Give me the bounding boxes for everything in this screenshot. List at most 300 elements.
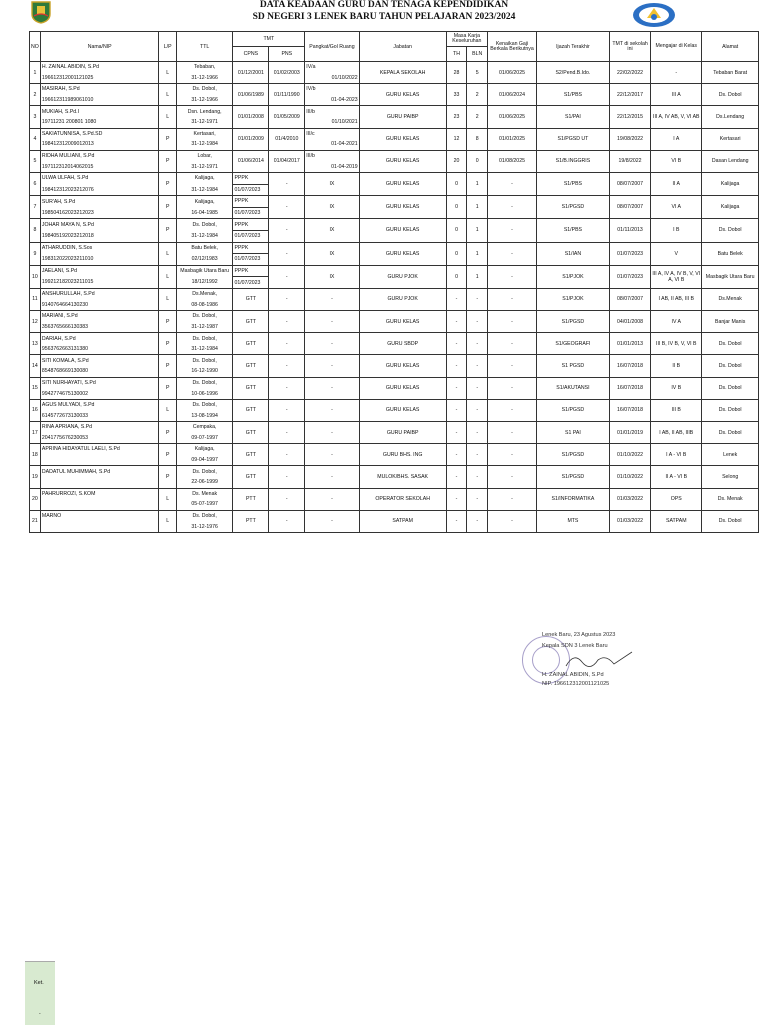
cell-nama: APRINA HIDAYATUL LAELI, S.Pd bbox=[40, 444, 159, 455]
cell-kelas: IV B bbox=[651, 377, 702, 399]
cell-ttl-date: 16-12-1990 bbox=[176, 366, 233, 377]
cell-bln: 5 bbox=[467, 62, 488, 84]
cell-kgb: - bbox=[488, 288, 537, 310]
cell-lp: P bbox=[159, 128, 176, 150]
cell-no: 6 bbox=[30, 172, 41, 195]
cell-gol-tmt: 01-04-2019 bbox=[305, 161, 359, 172]
cell-kgb: - bbox=[488, 355, 537, 377]
cell-ijazah: S1/PBS bbox=[536, 219, 609, 242]
cell-lp: P bbox=[159, 444, 176, 466]
cell-cpns: 01/01/2008 bbox=[233, 106, 269, 128]
cell-tmt-sekolah: 19/8/2022 bbox=[609, 150, 650, 172]
cell-tmt-sekolah: 22/12/2015 bbox=[609, 106, 650, 128]
cell-kelas: I A bbox=[651, 128, 702, 150]
cell-tmt-sekolah: 01/07/2023 bbox=[609, 242, 650, 265]
cell-jabatan: OPERATOR SEKOLAH bbox=[359, 488, 446, 510]
cell-jabatan: GURU BHS. ING bbox=[359, 444, 446, 466]
signature-scrawl-icon bbox=[564, 650, 634, 670]
cell-nama: SITI NURHAYATI, S.Pd bbox=[40, 377, 159, 388]
col-pangkat: Pangkat/Gol Ruang bbox=[305, 32, 359, 62]
cell-ttl-date: 31-12-1966 bbox=[176, 73, 233, 84]
cell-cpns: 01/01/2009 bbox=[233, 128, 269, 150]
cell-gol: IX bbox=[305, 242, 359, 265]
signature-nip: NIP. 196612312001121025 bbox=[542, 681, 610, 687]
cell-no: 11 bbox=[30, 288, 41, 310]
cell-nama: DADATUL MUHIMMAH, S.Pd bbox=[40, 466, 159, 477]
cell-ijazah: S1/PGSD bbox=[536, 466, 609, 488]
cell-gol: - bbox=[305, 422, 359, 444]
cell-jabatan: GURU KELAS bbox=[359, 219, 446, 242]
table-row bbox=[30, 172, 759, 184]
table-row bbox=[30, 377, 759, 388]
cell-jabatan: GURU KELAS bbox=[359, 84, 446, 106]
cell-pns: - bbox=[269, 488, 305, 510]
cell-gol: - bbox=[305, 510, 359, 532]
cell-nip bbox=[40, 499, 159, 510]
cell-ijazah: S1/PBS bbox=[536, 84, 609, 106]
cell-kelas: II B bbox=[651, 355, 702, 377]
cell-nip: 6145772673130033 bbox=[40, 410, 159, 421]
cell-cpns: PTT bbox=[233, 488, 269, 510]
cell-lp: P bbox=[159, 311, 176, 333]
cell-tmt-sekolah: 08/07/2007 bbox=[609, 288, 650, 310]
cell-kgb: - bbox=[488, 219, 537, 242]
cell-ttl-place: Kalijaga, bbox=[176, 196, 233, 208]
cell-alamat: Kalijaga bbox=[702, 196, 759, 219]
table-row bbox=[30, 444, 759, 455]
cell-no: 10 bbox=[30, 265, 41, 288]
cell-no: 1 bbox=[30, 62, 41, 84]
table-row bbox=[30, 422, 759, 433]
cell-pns: 01/4/2010 bbox=[269, 128, 305, 150]
cell-pns: - bbox=[269, 399, 305, 421]
cell-kelas: VI A bbox=[651, 196, 702, 219]
cell-ttl-place: Ds. Dobol, bbox=[176, 355, 233, 366]
ket-label: Ket. bbox=[34, 980, 44, 986]
cell-no: 17 bbox=[30, 422, 41, 444]
cell-gol: IX bbox=[305, 219, 359, 242]
cell-pns: - bbox=[269, 219, 305, 242]
cell-ijazah: MTS bbox=[536, 510, 609, 532]
cell-gol: - bbox=[305, 333, 359, 355]
table-row bbox=[30, 84, 759, 95]
col-tmt: TMT bbox=[233, 32, 305, 47]
cell-nama: DARIAH, S.Pd bbox=[40, 333, 159, 344]
cell-ijazah: S1/GEOGRAFI bbox=[536, 333, 609, 355]
cell-gol-tmt: 01-04-2021 bbox=[305, 139, 359, 150]
cell-nip: 196612312001121025 bbox=[40, 73, 159, 84]
cell-tmt-sekolah: 01/03/2022 bbox=[609, 488, 650, 510]
cell-th: 23 bbox=[446, 106, 467, 128]
cell-ttl-place: Ds. Dobol, bbox=[176, 219, 233, 231]
cell-nama: H. ZAINAL ABIDIN, S.Pd bbox=[40, 62, 159, 73]
cell-cpns-date: 01/07/2023 bbox=[233, 277, 269, 289]
cell-no: 20 bbox=[30, 488, 41, 510]
cell-ijazah: S1 PAI bbox=[536, 422, 609, 444]
cell-ttl-date: 31-12-1966 bbox=[176, 95, 233, 106]
cell-gol: - bbox=[305, 288, 359, 310]
cell-cpns-date: 01/07/2023 bbox=[233, 184, 269, 196]
cell-no: 14 bbox=[30, 355, 41, 377]
cell-nip: 8548768669130080 bbox=[40, 366, 159, 377]
cell-tmt-sekolah: 16/07/2018 bbox=[609, 399, 650, 421]
cell-ttl-date: 08-08-1986 bbox=[176, 299, 233, 310]
cell-ttl-date: 10-06-1996 bbox=[176, 388, 233, 399]
cell-ttl-place: Ds. Dobol, bbox=[176, 377, 233, 388]
cell-lp: L bbox=[159, 106, 176, 128]
cell-gol: - bbox=[305, 488, 359, 510]
cell-lp: L bbox=[159, 84, 176, 106]
cell-ttl-date: 31-12-1971 bbox=[176, 117, 233, 128]
table-row bbox=[30, 128, 759, 139]
cell-kgb: 01/06/2025 bbox=[488, 106, 537, 128]
cell-gol: III/c bbox=[305, 128, 359, 139]
col-ttl: TTL bbox=[176, 32, 233, 62]
cell-ttl-place: Tebaban, bbox=[176, 62, 233, 73]
cell-no: 12 bbox=[30, 311, 41, 333]
cell-nama: AGUS MULYADI, S.Pd bbox=[40, 399, 159, 410]
cell-nip: 198412312023212076 bbox=[40, 184, 159, 196]
cell-no: 19 bbox=[30, 466, 41, 488]
cell-nip: 198504162023212023 bbox=[40, 207, 159, 219]
cell-ttl-date: 31-12-1984 bbox=[176, 139, 233, 150]
cell-lp: L bbox=[159, 288, 176, 310]
cell-kgb: - bbox=[488, 333, 537, 355]
cell-tmt-sekolah: 19/08/2022 bbox=[609, 128, 650, 150]
cell-no: 2 bbox=[30, 84, 41, 106]
cell-th: - bbox=[446, 488, 467, 510]
cell-ttl-date: 31-12-1976 bbox=[176, 521, 233, 532]
cell-th: - bbox=[446, 288, 467, 310]
cell-tmt-sekolah: 01/01/2019 bbox=[609, 422, 650, 444]
cell-cpns: PPPK bbox=[233, 242, 269, 254]
cell-lp: L bbox=[159, 399, 176, 421]
cell-nip: 3563765666130383 bbox=[40, 322, 159, 333]
ket-box bbox=[25, 961, 55, 1025]
cell-kgb: - bbox=[488, 265, 537, 288]
cell-lp: P bbox=[159, 355, 176, 377]
cell-bln: 2 bbox=[467, 84, 488, 106]
cell-gol: IX bbox=[305, 172, 359, 195]
cell-ijazah: S1/PJOK bbox=[536, 288, 609, 310]
cell-kelas: II A - VI B bbox=[651, 466, 702, 488]
cell-alamat: Lenek bbox=[702, 444, 759, 466]
col-pns: PNS bbox=[269, 47, 305, 62]
cell-ttl-place: Ds. Dobol, bbox=[176, 333, 233, 344]
cell-gol: - bbox=[305, 355, 359, 377]
cell-kgb: - bbox=[488, 242, 537, 265]
col-th: TH bbox=[446, 47, 467, 62]
cell-gol: III/b bbox=[305, 106, 359, 117]
cell-nip: 2041775676230053 bbox=[40, 433, 159, 444]
cell-gol: IV/b bbox=[305, 84, 359, 95]
cell-ttl-place: Ds. Dobol, bbox=[176, 466, 233, 477]
cell-pns: 01/05/2009 bbox=[269, 106, 305, 128]
cell-kgb: - bbox=[488, 399, 537, 421]
cell-th: - bbox=[446, 377, 467, 399]
cell-nip bbox=[40, 455, 159, 466]
cell-alamat: Ds. Dobol bbox=[702, 333, 759, 355]
cell-gol: - bbox=[305, 377, 359, 399]
cell-bln: 1 bbox=[467, 242, 488, 265]
cell-nama: SITI KOMALA, S.Pd bbox=[40, 355, 159, 366]
cell-tmt-sekolah: 04/01/2008 bbox=[609, 311, 650, 333]
cell-pns: - bbox=[269, 242, 305, 265]
cell-tmt-sekolah: 22/12/2017 bbox=[609, 84, 650, 106]
col-bln: BLN bbox=[467, 47, 488, 62]
cell-kgb: - bbox=[488, 196, 537, 219]
cell-ijazah: S2/Pend.B.Ido. bbox=[536, 62, 609, 84]
cell-bln: 1 bbox=[467, 265, 488, 288]
cell-kgb: 01/01/2025 bbox=[488, 128, 537, 150]
cell-pns: - bbox=[269, 288, 305, 310]
cell-nip: 19711231 200801 1080 bbox=[40, 117, 159, 128]
document-title: DATA KEADAAN GURU DAN TENAGA KEPENDIDIKAN bbox=[259, 0, 509, 10]
cell-ttl-place: Kalijaga, bbox=[176, 444, 233, 455]
cell-ijazah: S1/PGSD UT bbox=[536, 128, 609, 150]
cell-jabatan: GURU KELAS bbox=[359, 196, 446, 219]
cell-no: 4 bbox=[30, 128, 41, 150]
cell-alamat: Ds. Dobol bbox=[702, 422, 759, 444]
cell-tmt-sekolah: 16/07/2018 bbox=[609, 355, 650, 377]
cell-nip: 198412312009012013 bbox=[40, 139, 159, 150]
cell-ttl-date: 18/12/1992 bbox=[176, 277, 233, 289]
cell-lp: P bbox=[159, 422, 176, 444]
col-nama: Nama/NIP bbox=[40, 32, 159, 62]
cell-gol-tmt: 01/10/2022 bbox=[305, 73, 359, 84]
cell-alamat: Ds. Dobol bbox=[702, 510, 759, 532]
cell-alamat: Ds. Dobol bbox=[702, 355, 759, 377]
cell-cpns-date: 01/07/2023 bbox=[233, 254, 269, 266]
cell-th: 0 bbox=[446, 265, 467, 288]
cell-gol-tmt: 01-04-2023 bbox=[305, 95, 359, 106]
cell-cpns: PPPK bbox=[233, 172, 269, 184]
table-row bbox=[30, 219, 759, 231]
cell-pns: - bbox=[269, 466, 305, 488]
cell-alamat: Banjar Manis bbox=[702, 311, 759, 333]
cell-no: 21 bbox=[30, 510, 41, 532]
col-cpns: CPNS bbox=[233, 47, 269, 62]
cell-pns: - bbox=[269, 510, 305, 532]
cell-cpns: GTT bbox=[233, 466, 269, 488]
cell-tmt-sekolah: 01/11/2013 bbox=[609, 219, 650, 242]
cell-ijazah: S1/B.INGGRIS bbox=[536, 150, 609, 172]
cell-jabatan: GURU KELAS bbox=[359, 311, 446, 333]
document-subtitle: SD NEGERI 3 LENEK BARU TAHUN PELAJARAN 2023/2024 bbox=[252, 12, 516, 22]
cell-kgb: - bbox=[488, 466, 537, 488]
cell-cpns: 01/12/2001 bbox=[233, 62, 269, 84]
cell-kelas: I AB, II AB, III B bbox=[651, 288, 702, 310]
cell-lp: P bbox=[159, 466, 176, 488]
table-row bbox=[30, 510, 759, 521]
cell-ijazah: S1/PGSD bbox=[536, 311, 609, 333]
cell-ijazah: S1/PBS bbox=[536, 172, 609, 195]
cell-nip: 198312022023211010 bbox=[40, 254, 159, 266]
cell-bln: 1 bbox=[467, 196, 488, 219]
cell-gol: IV/a bbox=[305, 62, 359, 73]
cell-kelas: V bbox=[651, 242, 702, 265]
cell-pns: - bbox=[269, 265, 305, 288]
cell-th: 33 bbox=[446, 84, 467, 106]
cell-ijazah: S1/IAN bbox=[536, 242, 609, 265]
cell-cpns: GTT bbox=[233, 333, 269, 355]
cell-alamat: Ds. Menak bbox=[702, 488, 759, 510]
cell-th: 28 bbox=[446, 62, 467, 84]
cell-ttl-date: 31-12-1971 bbox=[176, 161, 233, 172]
col-masa: Masa Karja Keseluruhan bbox=[446, 32, 487, 47]
cell-alamat: Tebaban Barat bbox=[702, 62, 759, 84]
col-ijazah: Ijazah Terakhir bbox=[536, 32, 609, 62]
cell-kelas: VI B bbox=[651, 150, 702, 172]
cell-lp: L bbox=[159, 242, 176, 265]
cell-lp: L bbox=[159, 510, 176, 532]
cell-ijazah: S1 PGSD bbox=[536, 355, 609, 377]
cell-ijazah: S1/PJOK bbox=[536, 265, 609, 288]
cell-jabatan: GURU PAIBP bbox=[359, 106, 446, 128]
cell-nip: 196612311989061010 bbox=[40, 95, 159, 106]
table-row bbox=[30, 333, 759, 344]
cell-kelas: - bbox=[651, 62, 702, 84]
cell-kgb: 01/08/2025 bbox=[488, 150, 537, 172]
table-row bbox=[30, 62, 759, 73]
cell-kelas: III B, IV B, V, VI B bbox=[651, 333, 702, 355]
cell-nama: ATHARUDDIN, S.Sos bbox=[40, 242, 159, 254]
cell-kgb: - bbox=[488, 172, 537, 195]
cell-nip: 197112312014062015 bbox=[40, 161, 159, 172]
cell-alamat: Masbagik Utara Baru bbox=[702, 265, 759, 288]
cell-alamat: Selong bbox=[702, 466, 759, 488]
col-mengajar: Mengajar di Kelas bbox=[651, 32, 702, 62]
cell-ttl-date: 02/12/1983 bbox=[176, 254, 233, 266]
cell-cpns: PPPK bbox=[233, 219, 269, 231]
cell-nip: 9140764664130230 bbox=[40, 299, 159, 310]
table-row bbox=[30, 311, 759, 322]
cell-jabatan: GURU KELAS bbox=[359, 242, 446, 265]
cell-cpns: PPPK bbox=[233, 196, 269, 208]
cell-kelas: I AB, II AB, IIIB bbox=[651, 422, 702, 444]
cell-ttl-place: Batu Belek, bbox=[176, 242, 233, 254]
table-header bbox=[30, 32, 759, 62]
cell-ijazah: S1/PGSD bbox=[536, 444, 609, 466]
cell-ijazah: S1/AKUTANSI bbox=[536, 377, 609, 399]
cell-ttl-place: Ds. Dobol, bbox=[176, 84, 233, 95]
cell-pns: - bbox=[269, 172, 305, 195]
cell-kgb: - bbox=[488, 422, 537, 444]
cell-no: 18 bbox=[30, 444, 41, 466]
cell-tmt-sekolah: 01/03/2022 bbox=[609, 510, 650, 532]
cell-th: 0 bbox=[446, 196, 467, 219]
cell-tmt-sekolah: 01/07/2023 bbox=[609, 265, 650, 288]
cell-th: - bbox=[446, 311, 467, 333]
cell-ttl-place: Kalijaga, bbox=[176, 172, 233, 184]
cell-nip: 198405192023212018 bbox=[40, 230, 159, 242]
cell-gol: IX bbox=[305, 265, 359, 288]
cell-kelas: I B bbox=[651, 219, 702, 242]
cell-ttl-place: Masbagik Utara Baru bbox=[176, 265, 233, 277]
cell-pns: - bbox=[269, 355, 305, 377]
cell-kelas: OPS bbox=[651, 488, 702, 510]
cell-pns: 01/11/1990 bbox=[269, 84, 305, 106]
cell-pns: - bbox=[269, 333, 305, 355]
col-alamat: Alamat bbox=[702, 32, 759, 62]
signature-block bbox=[520, 630, 660, 696]
cell-bln: - bbox=[467, 488, 488, 510]
cell-cpns: GTT bbox=[233, 399, 269, 421]
cell-cpns: GTT bbox=[233, 444, 269, 466]
cell-gol: - bbox=[305, 399, 359, 421]
cell-nama: RINA APRIANA, S.Pd bbox=[40, 422, 159, 433]
table-row bbox=[30, 399, 759, 410]
cell-kgb: - bbox=[488, 510, 537, 532]
cell-ttl-place: Kertasari, bbox=[176, 128, 233, 139]
signature-place-date: Lenek Baru, 23 Agustus 2023 bbox=[542, 632, 616, 638]
cell-kelas: IV A bbox=[651, 311, 702, 333]
cell-pns: - bbox=[269, 422, 305, 444]
cell-kelas: III A, IV A, IV B, V, VI A, VI B bbox=[651, 265, 702, 288]
cell-kelas: III B bbox=[651, 399, 702, 421]
cell-gol: - bbox=[305, 444, 359, 466]
cell-pns: - bbox=[269, 311, 305, 333]
cell-alamat: Ds.Menak bbox=[702, 288, 759, 310]
cell-nip: 199212182023211015 bbox=[40, 277, 159, 289]
cell-ttl-place: Cempaka, bbox=[176, 422, 233, 433]
signature-role: Kepala SDN 3 Lenek Baru bbox=[542, 643, 608, 649]
cell-lp: L bbox=[159, 265, 176, 288]
cell-no: 8 bbox=[30, 219, 41, 242]
cell-nama: RIDHA MULIANI, S.Pd bbox=[40, 150, 159, 161]
cell-bln: - bbox=[467, 355, 488, 377]
cell-nip bbox=[40, 521, 159, 532]
cell-gol: - bbox=[305, 311, 359, 333]
cell-bln: - bbox=[467, 422, 488, 444]
cell-kelas: III A bbox=[651, 84, 702, 106]
cell-kgb: - bbox=[488, 444, 537, 466]
cell-th: - bbox=[446, 355, 467, 377]
cell-no: 3 bbox=[30, 106, 41, 128]
cell-gol: III/b bbox=[305, 150, 359, 161]
cell-nip: 9942774675130002 bbox=[40, 388, 159, 399]
cell-tmt-sekolah: 01/10/2022 bbox=[609, 444, 650, 466]
cell-ijazah: S1/PAI bbox=[536, 106, 609, 128]
cell-lp: P bbox=[159, 150, 176, 172]
cell-nama: JOHAR MAYA N, S.Pd bbox=[40, 219, 159, 231]
col-tmt-sekolah: TMT di sekolah ini bbox=[609, 32, 650, 62]
table-row bbox=[30, 466, 759, 477]
cell-jabatan: GURU KELAS bbox=[359, 399, 446, 421]
cell-nama: SUR'AH, S.Pd bbox=[40, 196, 159, 208]
cell-jabatan: KEPALA SEKOLAH bbox=[359, 62, 446, 84]
cell-pns: 01/04/2017 bbox=[269, 150, 305, 172]
col-jabatan: Jabatan bbox=[359, 32, 446, 62]
cell-ttl-date: 09-04-1997 bbox=[176, 455, 233, 466]
cell-alamat: Ds. Dobol bbox=[702, 377, 759, 399]
col-kenaikan: Kenaikan Gaji Berkala Berikutnya bbox=[488, 32, 537, 62]
cell-jabatan: SATPAM bbox=[359, 510, 446, 532]
cell-th: - bbox=[446, 422, 467, 444]
cell-ijazah: S1/PGSD bbox=[536, 196, 609, 219]
cell-ttl-date: 31-12-1987 bbox=[176, 322, 233, 333]
cell-lp: P bbox=[159, 196, 176, 219]
cell-pns: - bbox=[269, 444, 305, 466]
cell-bln: - bbox=[467, 377, 488, 399]
cell-pns: - bbox=[269, 377, 305, 399]
cell-cpns: GTT bbox=[233, 311, 269, 333]
table-body bbox=[30, 62, 759, 533]
cell-ttl-place: Ds. Dobol, bbox=[176, 399, 233, 410]
cell-ttl-place: Lobar, bbox=[176, 150, 233, 161]
cell-ttl-date: 16-04-1985 bbox=[176, 207, 233, 219]
cell-cpns: GTT bbox=[233, 377, 269, 399]
